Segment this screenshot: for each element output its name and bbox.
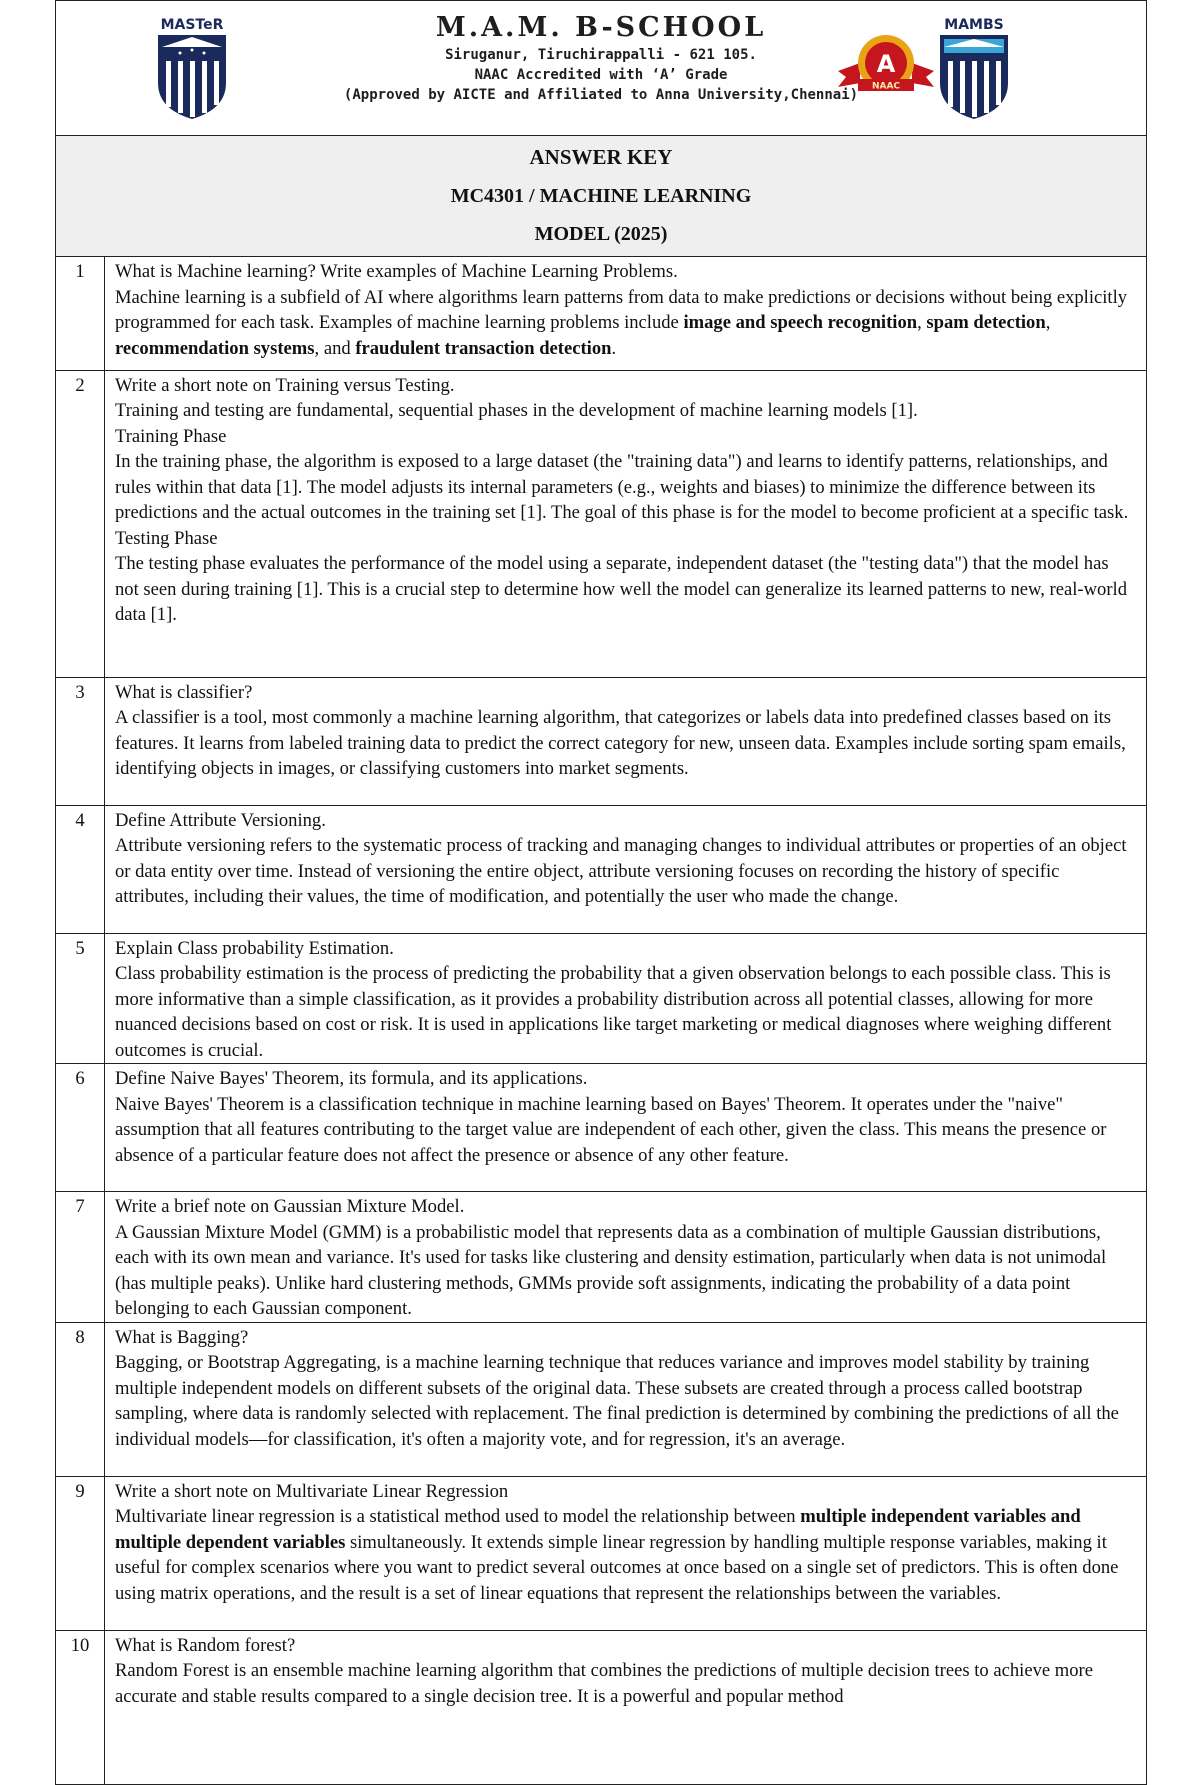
question-text: What is Bagging?	[115, 1326, 249, 1348]
question-text: Write a short note on Multivariate Linear Regression	[115, 1480, 509, 1502]
question-cell	[105, 1476, 1147, 1630]
school-accreditation: NAAC Accredited with ‘A’ Grade	[474, 67, 728, 83]
exam-name: MODEL (2025)	[534, 223, 668, 245]
institution-header	[56, 0, 1146, 136]
question-text: What is Machine learning? Write examples of Machine Learning Problems.	[115, 261, 678, 282]
question-number: 9	[56, 1476, 105, 1630]
answer-text: Random Forest is an ensemble machine learning algorithm that combines the predictions of multiple decision trees to achieve more accurate and stable results compared to a single decision tree. It is a powerful and popular method	[115, 1660, 1093, 1707]
badge-grade: A	[876, 50, 896, 78]
question-number: 5	[56, 933, 105, 1064]
question-cell	[105, 1192, 1147, 1323]
question-cell	[105, 257, 1147, 370]
master-logo	[154, 17, 230, 121]
question-cell	[105, 1322, 1147, 1476]
naac-badge	[836, 31, 936, 101]
question-number: 6	[56, 1064, 105, 1192]
question-number: 3	[56, 677, 105, 805]
answer-key-sheet	[55, 0, 1147, 1785]
question-text: Write a brief note on Gaussian Mixture Model.	[115, 1196, 465, 1217]
table-row	[56, 1322, 1146, 1476]
logo-left-text: MASTeR	[160, 17, 224, 33]
question-number: 10	[56, 1630, 105, 1784]
question-text: Define Attribute Versioning.	[115, 809, 326, 831]
answer-text: Class probability estimation is the process of predicting the probability that a given observation belongs to each possible class. This is more informative than a simple classification, as it provides a probability distribution across all potential classes, allowing for more nuanced decisions based on cost or risk. It is used in applications like target marketing or medical diagnoses where weighing different outcomes is crucial.	[115, 963, 1112, 1061]
question-number: 7	[56, 1192, 105, 1323]
question-text: Explain Class probability Estimation.	[115, 937, 394, 959]
question-number: 4	[56, 805, 105, 933]
subheading-training: Training Phase	[115, 425, 227, 447]
school-name: M.A.M. B-SCHOOL	[435, 12, 767, 43]
question-cell	[105, 677, 1147, 805]
school-affiliation: (Approved by AICTE and Affiliated to Anna University,Chennai)	[343, 87, 859, 103]
question-number: 1	[56, 257, 105, 370]
table-row	[56, 1476, 1146, 1630]
answer-text: A classifier is a tool, most commonly a machine learning algorithm, that categorizes or labels data into predefined classes based on its features. It learns from labeled training data to predict the correct category for new, unseen data. Examples include sorting spam emails, identifying objects in images, or classifying customers into market segments.	[115, 707, 1126, 779]
answer-text: Machine learning is a subfield of AI where algorithms learn patterns from data to make predictions or decisions without being explicitly programmed for each task. Examples of machine learning problems include image and speech recognition, spam detection, recommendation systems, and fraudulent transaction detection.	[115, 286, 1128, 359]
answer-text: Multivariate linear regression is a statistical method used to model the relationship between multiple independent variables and multiple dependent variables simultaneously. It extends simple linear regression by handling multiple response variables, making it useful for complex scenarios where you want to predict several outcomes at once based on a single set of predictors. This is often done using matrix operations, and the result is a set of linear equations that represent the relationships between the variables.	[115, 1506, 1119, 1604]
question-cell	[105, 1630, 1147, 1784]
table-row	[56, 257, 1146, 370]
answer-key-heading: ANSWER KEY	[529, 145, 673, 169]
course-title: MC4301 / MACHINE LEARNING	[450, 185, 752, 207]
table-row	[56, 1192, 1146, 1323]
question-cell	[105, 370, 1147, 677]
question-text: What is classifier?	[115, 681, 253, 703]
question-text: What is Random forest?	[115, 1634, 296, 1656]
question-answer-table	[56, 257, 1146, 1785]
question-cell	[105, 933, 1147, 1064]
answer-testing: The testing phase evaluates the performance of the model using a separate, independent dataset (the "testing data") that the model has not seen during training [1]. This is a crucial step to determine how well the model can generalize its learned patterns to new, real-world data [1].	[115, 553, 1127, 625]
mambs-logo	[936, 17, 1012, 121]
table-row	[56, 1630, 1146, 1784]
answer-intro: Training and testing are fundamental, sequential phases in the development of machine learning models [1].	[115, 400, 918, 421]
question-cell	[105, 1064, 1147, 1192]
question-text: Define Naive Bayes' Theorem, its formula, and its applications.	[115, 1068, 588, 1089]
answer-text: A Gaussian Mixture Model (GMM) is a probabilistic model that represents data as a combination of multiple Gaussian distributions, each with its own mean and variance. It's used for tasks like clustering and density estimation, particularly when data is not unimodal (has multiple peaks). Unlike hard clustering methods, GMMs provide soft assignments, indicating the probability of a data point belonging to each Gaussian component.	[115, 1221, 1107, 1319]
logo-right-text: MAMBS	[944, 17, 1004, 33]
answer-text: Naive Bayes' Theorem is a classification technique in machine learning based on Bayes' Theorem. It operates under the "naive" assumption that all features contributing to the target value are independent of each other, given the class. This means the presence or absence of a particular feature does not affect the presence or absence of any other feature.	[115, 1093, 1107, 1166]
table-row	[56, 805, 1146, 933]
question-number: 8	[56, 1322, 105, 1476]
answer-training: In the training phase, the algorithm is exposed to a large dataset (the "training data") and learns to identify patterns, relationships, and rules within that data [1]. The model adjusts its internal parameters (e.g., weights and biases) to minimize the difference between its predictions and the actual outcomes in the training set [1]. The goal of this phase is for the model to become proficient at a specific task.	[115, 451, 1129, 523]
question-text: Write a short note on Training versus Testing.	[115, 374, 455, 396]
answer-text: Attribute versioning refers to the systematic process of tracking and managing changes to individual attributes or properties of an object or data entity over time. Instead of versioning the entire object, attribute versioning focuses on recording the history of specific attributes, including their values, the time of modification, and potentially the user who made the change.	[115, 835, 1127, 907]
exam-title-block	[56, 136, 1146, 257]
table-row	[56, 677, 1146, 805]
table-row	[56, 933, 1146, 1064]
table-row	[56, 1064, 1146, 1192]
question-cell	[105, 805, 1147, 933]
question-number: 2	[56, 370, 105, 677]
table-row	[56, 370, 1146, 677]
badge-naac: NAAC	[871, 81, 901, 92]
answer-text: Bagging, or Bootstrap Aggregating, is a machine learning technique that reduces variance and improves model stability by training multiple independent models on different subsets of the original data. These subsets are created through a process called bootstrap sampling, where data is randomly selected with replacement. The final prediction is determined by combining the predictions of all the individual models—for classification, it's often a majority vote, and for regression, it's an average.	[115, 1352, 1119, 1450]
subheading-testing: Testing Phase	[115, 527, 218, 549]
school-address: Siruganur, Tiruchirappalli - 621 105.	[445, 47, 757, 63]
